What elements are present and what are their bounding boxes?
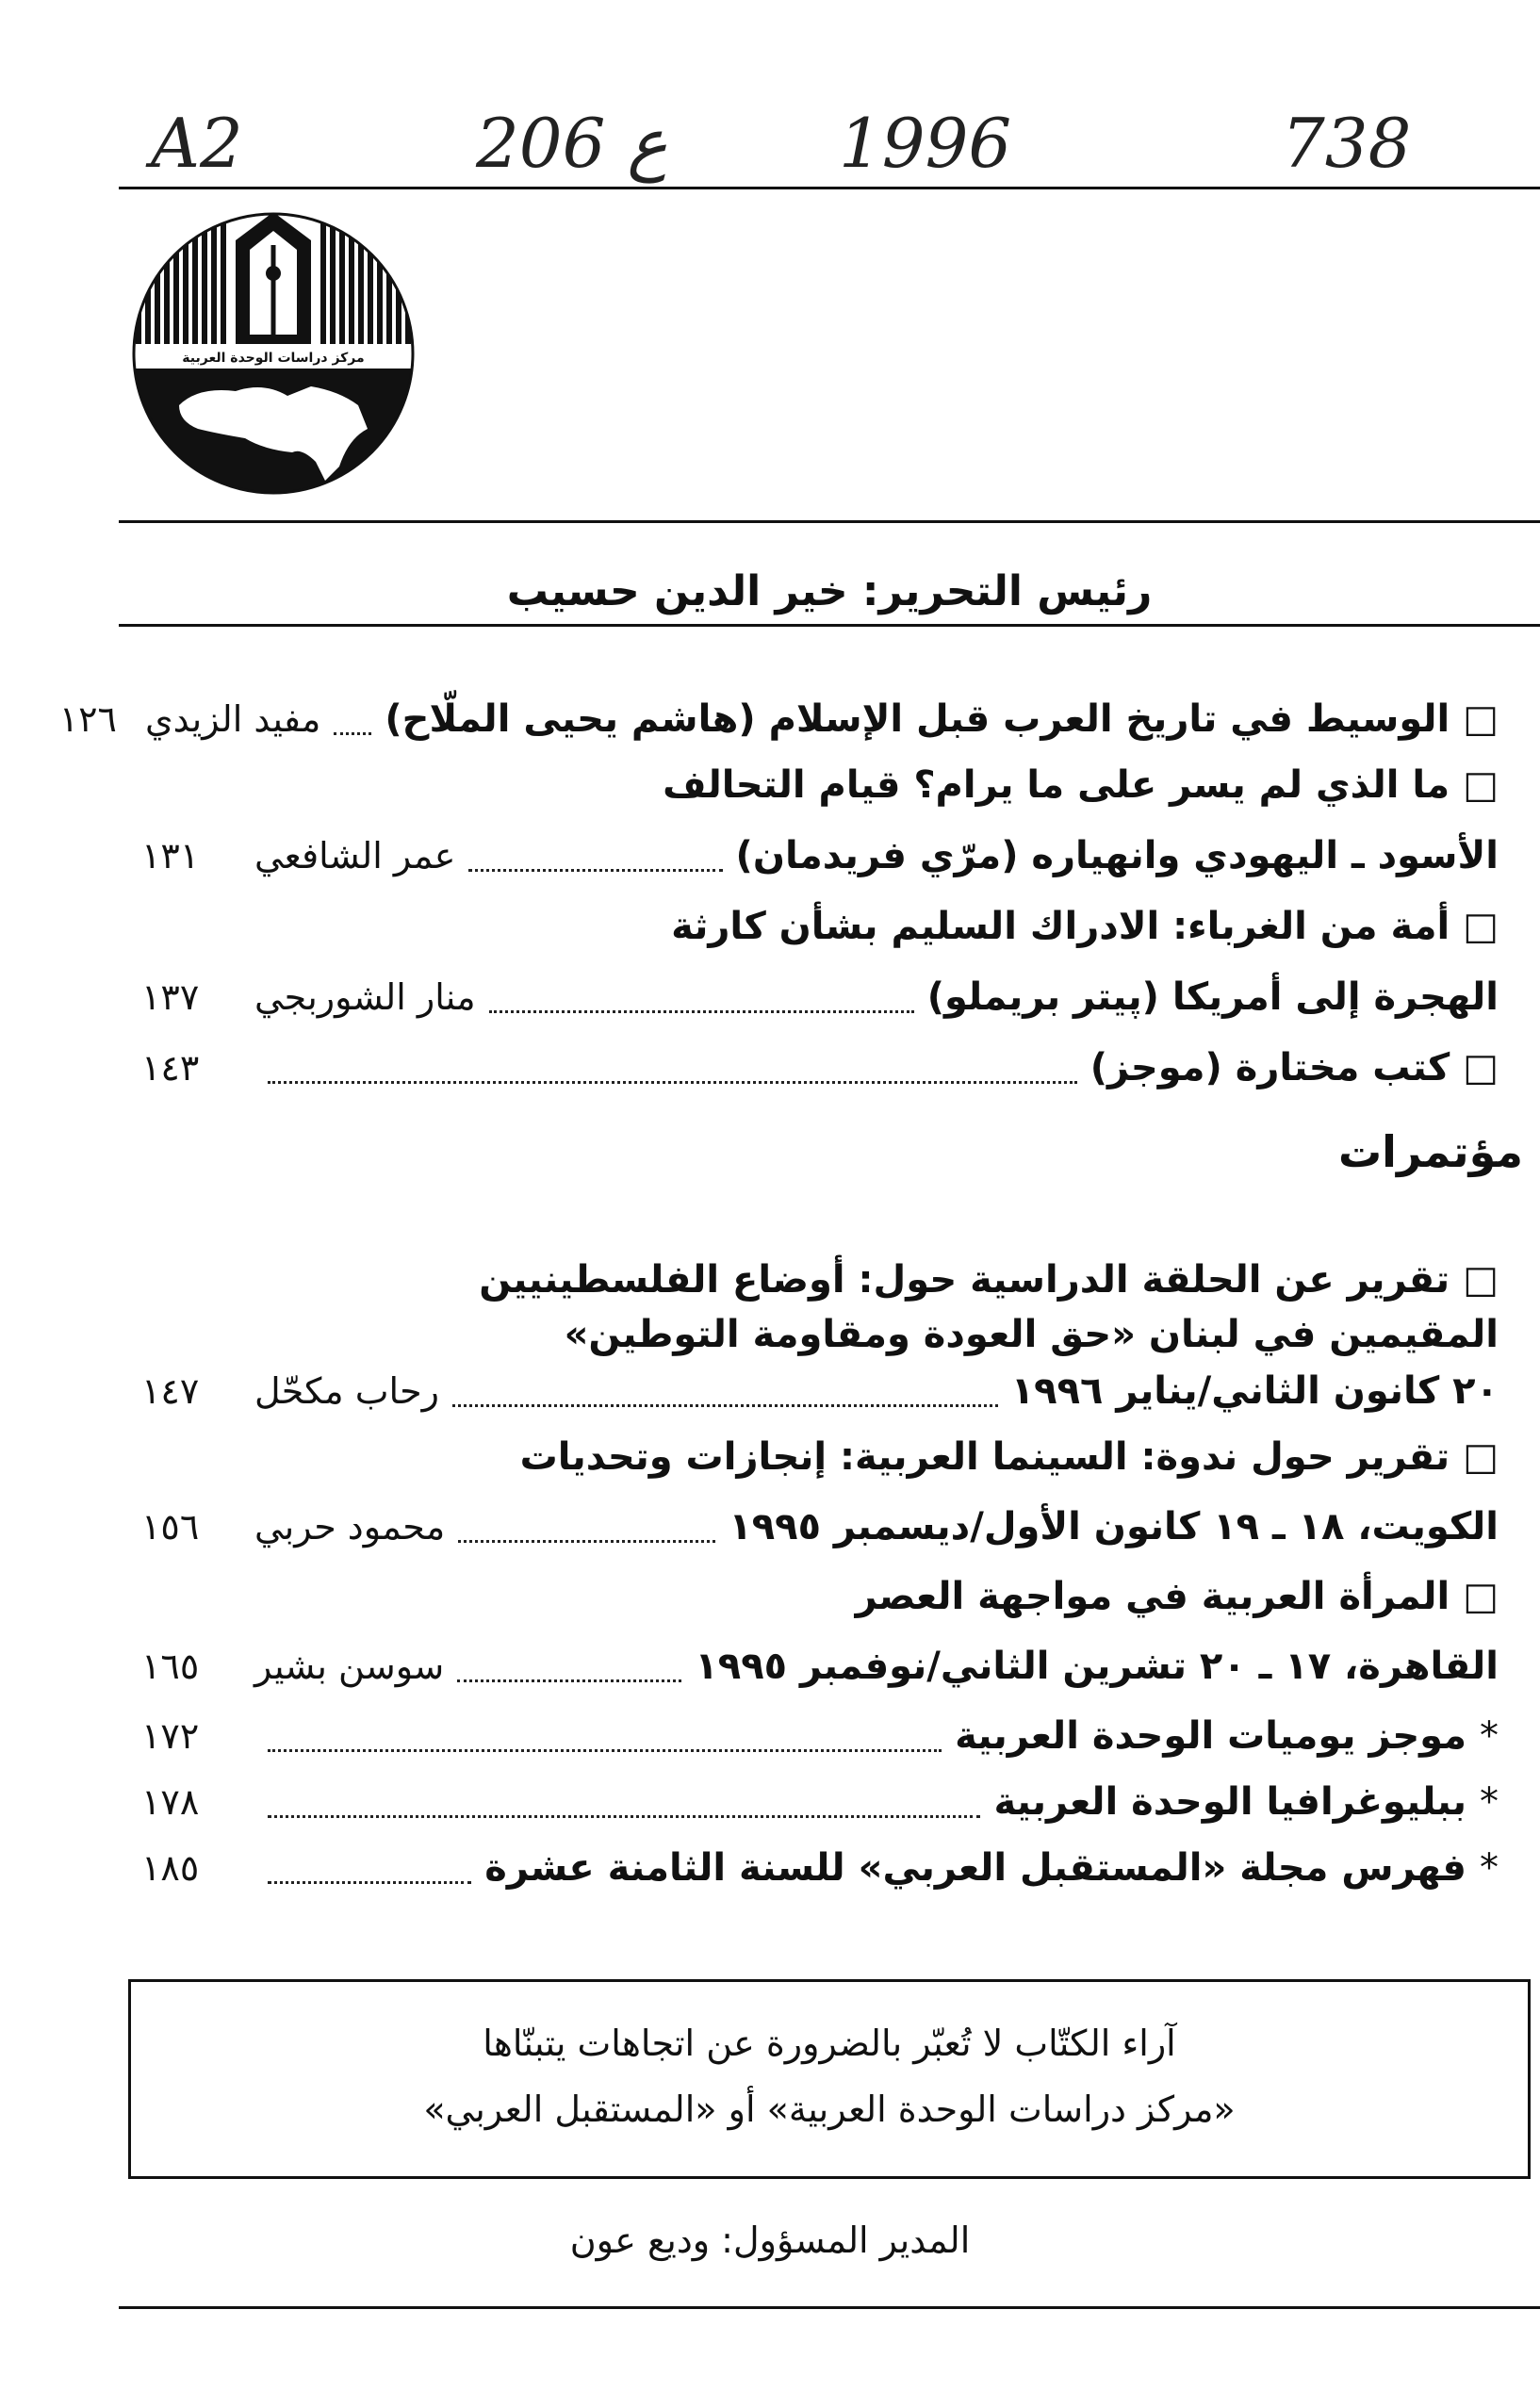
entry-page: ١٣١: [141, 835, 200, 876]
logo-band-text: مركز دراسات الوحدة العربية: [182, 351, 365, 366]
leader-dots: [268, 1749, 942, 1752]
entry-title: موجز يوميات الوحدة العربية: [955, 1714, 1466, 1758]
leader-dots: [268, 1881, 471, 1884]
entry-title: كتب مختارة (موجز): [1089, 1046, 1450, 1089]
leader-dots: [457, 1679, 681, 1682]
leader-dots: [452, 1404, 998, 1407]
entry-title: تقرير عن الحلقة الدراسية حول: أوضاع الفلسطينيين: [479, 1258, 1450, 1302]
checkbox-icon: □: [1463, 1046, 1499, 1089]
entry-title: فهرس مجلة «المستقبل العربي» للسنة الثامنة عشرة: [484, 1846, 1466, 1890]
logo: [123, 203, 424, 495]
asterisk-icon: *: [1480, 1780, 1499, 1824]
asterisk-icon: *: [1480, 1714, 1499, 1758]
toc-entry: [58, 697, 1499, 754]
toc-entry: [141, 1369, 1536, 1426]
checkbox-icon: □: [1463, 763, 1499, 807]
arab-unity-center-logo-icon: [123, 203, 424, 495]
entry-author: سوسن بشير: [254, 1646, 445, 1687]
leader-dots: [489, 1010, 914, 1013]
leader-dots: [268, 1081, 1077, 1084]
checkbox-icon: □: [1463, 905, 1499, 948]
entry-page: ١٧٢: [141, 1715, 200, 1757]
toc-entry: [141, 1846, 1499, 1903]
handwritten-note-738: 738: [1282, 104, 1412, 183]
entry-page: ١٧٨: [141, 1781, 200, 1823]
entry-author: رحاب مكحّل: [254, 1370, 439, 1412]
entry-page: ١٤٧: [141, 1370, 200, 1412]
entry-title: المرأة العربية في مواجهة العصر: [855, 1575, 1450, 1618]
section-title-conferences: مؤتمرات: [1337, 1126, 1523, 1177]
leader-dots: [458, 1540, 715, 1543]
toc-entry: [141, 1313, 1536, 1369]
entry-author: مفيد الزيدي: [144, 698, 321, 740]
entry-author: محمود حربي: [254, 1506, 446, 1548]
toc-entry: [141, 1258, 1499, 1315]
entry-page: ١٦٥: [141, 1646, 200, 1687]
toc-entry: [141, 1435, 1499, 1492]
disclaimer-box: [128, 1979, 1531, 2179]
checkbox-icon: □: [1463, 1575, 1499, 1618]
entry-title: المقيمين في لبنان «حق العودة ومقاومة التوطين»: [564, 1313, 1499, 1356]
disclaimer-line-2: «مركز دراسات الوحدة العربية» أو «المستقبل العربي»: [423, 2089, 1236, 2130]
handwritten-note-206: 206 ع: [476, 104, 668, 183]
toc-entry: [141, 905, 1499, 961]
toc-entry: [141, 1714, 1499, 1771]
handwritten-note-a2: A2: [151, 104, 243, 183]
checkbox-icon: □: [1463, 1258, 1499, 1302]
footer-rule: [119, 2306, 1540, 2309]
toc-entry: [141, 1575, 1499, 1631]
entry-title: أمة من الغرباء: الادراك السليم بشأن كارثة: [671, 905, 1450, 948]
disclaimer-line-1: آراء الكتّاب لا تُعبّر بالضرورة عن اتجاهات يتبنّاها: [483, 2023, 1176, 2064]
entry-title: تقرير حول ندوة: السينما العربية: إنجازات وتحديات: [519, 1435, 1450, 1479]
toc-entry: [141, 834, 1536, 891]
toc-entry: [141, 1505, 1536, 1562]
leader-dots: [468, 869, 722, 872]
toc-entry: [141, 975, 1536, 1032]
entry-page: ١٨٥: [141, 1847, 200, 1889]
leader-dots: [334, 732, 371, 735]
toc-entry: [141, 1046, 1499, 1103]
entry-title: الهجرة إلى أمريكا (پيتر بريملو): [926, 975, 1499, 1019]
entry-title: الكويت، ١٨ ـ ١٩ كانون الأول/ديسمبر ١٩٩٥: [729, 1505, 1499, 1548]
editor-in-chief: رئيس التحرير: خير الدين حسيب: [506, 567, 1153, 615]
asterisk-icon: *: [1480, 1846, 1499, 1890]
entry-page: ١٥٦: [141, 1506, 200, 1548]
entry-page: ١٢٦: [58, 698, 117, 740]
toc-entry: [141, 1645, 1536, 1701]
header-rule: [119, 187, 1540, 189]
entry-title: الأسود ـ اليهودي وانهياره (مرّي فريدمان): [735, 834, 1499, 877]
entry-title: الوسيط في تاريخ العرب قبل الإسلام (هاشم يحيى الملّاح): [385, 697, 1450, 741]
entry-page: ١٣٧: [141, 976, 200, 1018]
entry-page: ١٤٣: [141, 1047, 200, 1089]
checkbox-icon: □: [1463, 1435, 1499, 1479]
entry-title: ببليوغرافيا الوحدة العربية: [993, 1780, 1466, 1824]
leader-dots: [268, 1815, 980, 1818]
title-top-rule: [119, 520, 1540, 523]
handwritten-note-year: 1996: [839, 104, 1012, 183]
entry-title: ٢٠ كانون الثاني/يناير ١٩٩٦: [1010, 1369, 1499, 1413]
managing-director: المدير المسؤول: وديع عون: [569, 2220, 971, 2261]
toc-entry: [141, 1780, 1499, 1837]
entry-author: منار الشوربجي: [254, 976, 476, 1018]
entry-title: ما الذي لم يسر على ما يرام؟ قيام التحالف: [663, 763, 1450, 807]
entry-title: القاهرة، ١٧ ـ ٢٠ تشرين الثاني/نوفمبر ١٩٩٥: [695, 1645, 1499, 1688]
toc-entry: [141, 763, 1499, 820]
entry-author: عمر الشافعي: [254, 835, 456, 876]
title-bottom-rule: [119, 624, 1540, 627]
checkbox-icon: □: [1463, 697, 1499, 741]
